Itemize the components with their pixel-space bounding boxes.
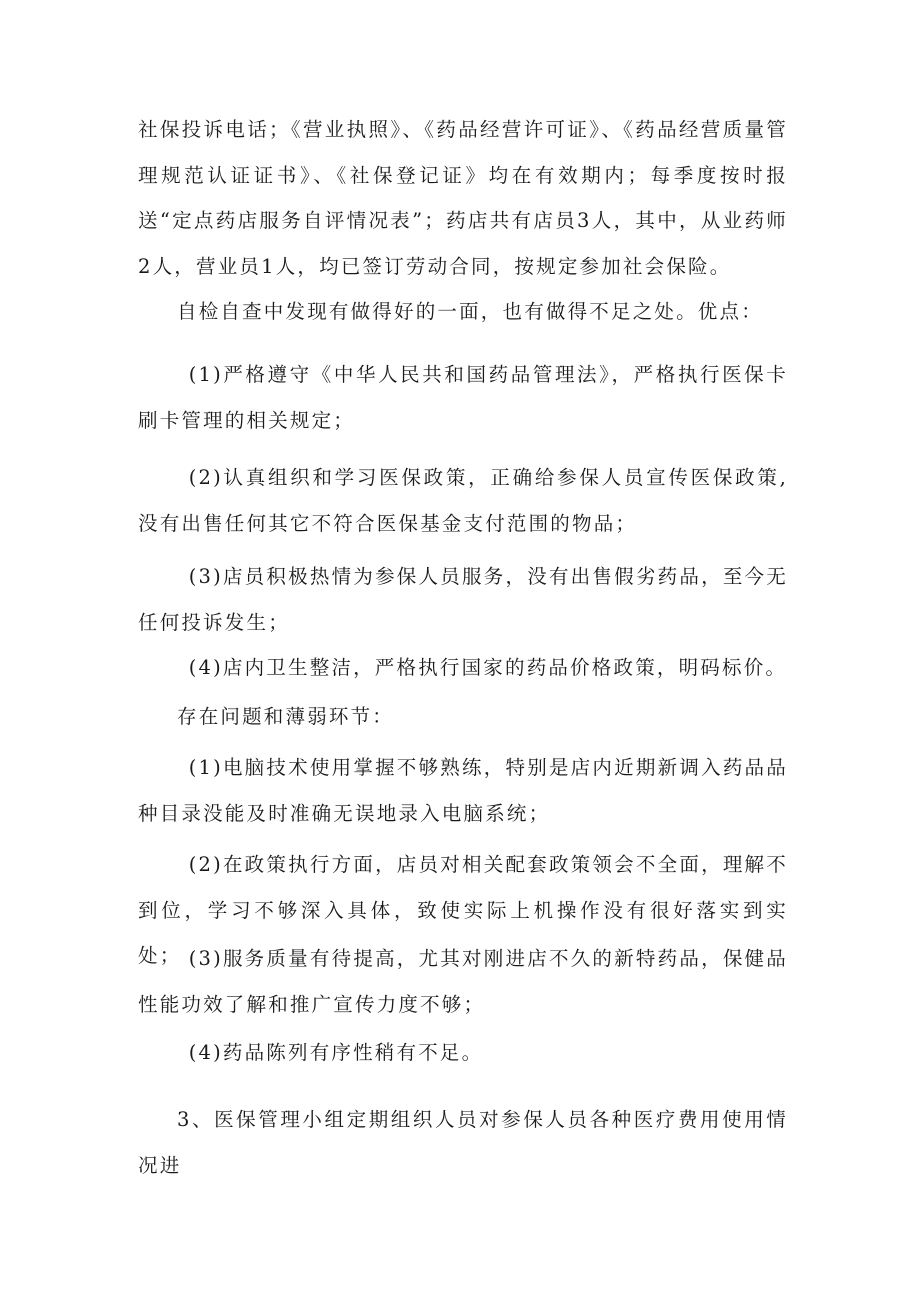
paragraph-problems-intro: 存在问题和薄弱环节： xyxy=(177,705,395,728)
paragraph-strength-4: (4)店内卫生整洁，严格执行国家的药品价格政策，明码标价。 xyxy=(188,656,788,679)
paragraph-problem-4: (4)药品陈列有序性稍有不足。 xyxy=(188,1041,484,1064)
paragraph-problem-2: (2)在政策执行方面，店员对相关配套政策领会不全面，理解不到位，学习不够深入具体，致使实际上机操作没有很好落实到实处； xyxy=(138,853,788,967)
paragraph-strength-2: (2)认真组织和学习医保政策，正确给参保人员宣传医保政策,没有出售任何其它不符合医保基金支付范围的物品； xyxy=(138,466,788,535)
paragraph-strength-1: (1)严格遵守《中华人民共和国药品管理法》，严格执行医保卡刷卡管理的相关规定； xyxy=(138,363,788,432)
paragraph-section-3: 3、医保管理小组定期组织人员对参保人员各种医疗费用使用情况进 xyxy=(138,1108,788,1177)
paragraph-problem-1: (1)电脑技术使用掌握不够熟练，特别是店内近期新调入药品品种目录没能及时准确无误地录入电脑系统； xyxy=(138,756,788,825)
paragraph-strength-3: (3)店员积极热情为参保人员服务，没有出售假劣药品，至今无任何投诉发生； xyxy=(138,565,788,634)
paragraph-staff-and-certificates: 社保投诉电话；《营业执照》、《药品经营许可证》、《药品经营质量管理规范认证证书》、《社保登记证》均在有效期内；每季度按时报送“定点药店服务自评情况表”；药店共有店员3人，其中，从业药师2人，营业员1人，均已签订劳动合同，按规定参加社会保险。 xyxy=(138,118,788,278)
paragraph-problem-3: (3)服务质量有待提高，尤其对刚进店不久的新特药品，保健品性能功效了解和推广宣传力度不够； xyxy=(138,947,788,1016)
paragraph-self-inspection-intro: 自检自查中发现有做得好的一面，也有做得不足之处。优点： xyxy=(177,300,763,323)
